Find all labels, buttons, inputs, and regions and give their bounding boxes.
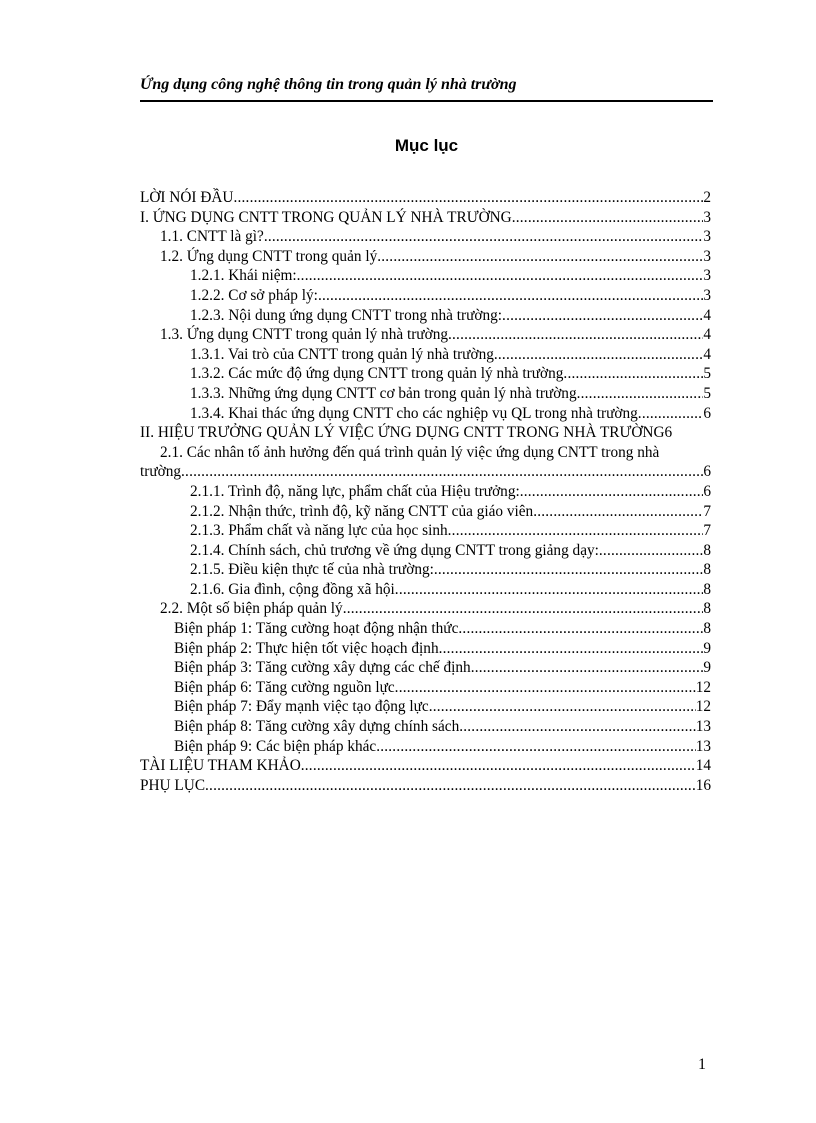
toc-entry[interactable] [140,560,711,580]
dot-leader [448,325,703,345]
toc-entry-text: Biện pháp 3: Tăng cường xây dựng các chế định [174,659,471,677]
toc-entry-text: 2.1.2. Nhận thức, trình độ, kỹ năng CNTT của giáo viên [190,502,534,520]
toc-page-number: 3 [703,228,711,246]
toc-entry[interactable] [140,325,711,345]
page-number: 1 [698,1056,706,1073]
dot-leader [376,737,696,757]
toc-page-number: 9 [703,659,711,677]
dot-leader [301,756,696,776]
toc-entry[interactable] [140,345,711,365]
toc-entry-text: I. ỨNG DỤNG CNTT TRONG QUẢN LÝ NHÀ TRƯỜNG [140,208,512,226]
toc-page-number: 5 [703,384,711,402]
toc-entry-text: 2.1.4. Chính sách, chủ trương về ứng dụng CNTT trong giảng dạy: [190,541,599,559]
toc-page-number: 8 [703,600,711,618]
toc-entry[interactable] [140,521,711,541]
toc-entry[interactable] [140,599,711,619]
dot-leader [448,521,704,541]
toc-entry-text: 1.1. CNTT là gì? [160,228,264,246]
toc-entry-text: 1.3. Ứng dụng CNTT trong quản lý nhà trường [160,326,448,344]
toc-entry-text[interactable]: 2.1. Các nhân tố ảnh hưởng đến quá trình quản lý việc ứng dụng CNTT trong nhà [160,443,660,461]
toc-page-number: 8 [703,561,711,579]
dot-leader [264,227,704,247]
toc-entry-text: Biện pháp 6: Tăng cường nguồn lực [174,678,395,696]
toc-page-number: 16 [695,776,711,794]
toc-entry-text: 1.3.4. Khai thác ứng dụng CNTT cho các nghiệp vụ QL trong nhà trường [190,404,638,422]
toc-page-number: 2 [703,189,711,206]
toc-page-number: 5 [703,365,711,383]
toc-entry[interactable] [140,266,711,286]
toc-entry-text: 1.2.2. Cơ sở pháp lý: [190,286,318,304]
toc-page-number: 4 [703,345,711,363]
dot-leader [599,541,703,561]
toc-entry-text: Biện pháp 2: Thực hiện tốt việc hoạch định [174,639,439,657]
toc-entry[interactable] [140,737,711,757]
dot-leader [577,384,704,404]
dot-leader [343,599,704,619]
toc-entry-continuation: trường [140,463,182,481]
toc-entry[interactable] [140,717,711,737]
toc-page-number: 4 [703,306,711,324]
toc-entry[interactable] [140,306,711,326]
toc-entry[interactable] [140,776,711,796]
dot-leader [439,639,704,659]
toc-page-number: 6 [664,424,673,442]
running-header: Ứng dụng công nghệ thông tin trong quản lý nhà trường [140,76,517,93]
dot-leader [458,619,703,639]
toc-entry-text: 1.3.2. Các mức độ ứng dụng CNTT trong quản lý nhà trường [190,365,564,383]
toc-entry-text: 1.3.3. Những ứng dụng CNTT cơ bản trong quản lý nhà trường [190,384,577,402]
toc-entry[interactable] [140,697,711,717]
dot-leader [638,404,704,424]
toc-entry[interactable] [140,541,711,561]
toc-page-number: 12 [695,698,711,716]
toc-entry[interactable] [140,462,711,482]
table-of-contents [140,188,711,795]
toc-entry-text: TÀI LIỆU THAM KHẢO [140,757,301,775]
toc-entry-text: Biện pháp 9: Các biện pháp khác [174,737,377,755]
toc-page-number: 3 [703,247,711,265]
toc-entry-text: II. HIỆU TRƯỞNG QUẢN LÝ VIỆC ỨNG DỤNG CNTT TRONG NHÀ TRƯỜNG [140,424,665,442]
dot-leader [429,697,696,717]
toc-entry-text: 2.2. Một số biện pháp quản lý [160,600,343,618]
toc-entry-text: 2.1.5. Điều kiện thực tế của nhà trường: [190,561,434,579]
dot-leader [395,580,704,600]
toc-entry[interactable] [140,619,711,639]
toc-entry-text: 1.2.1. Khái niệm: [190,267,297,285]
toc-page-number: 6 [703,482,711,500]
toc-entry[interactable] [140,247,711,267]
toc-entry[interactable] [140,678,711,698]
toc-page-number: 9 [703,639,711,657]
toc-entry[interactable] [140,639,711,659]
dot-leader [205,776,696,796]
dot-leader [563,364,703,384]
dot-leader [181,462,703,482]
toc-page-number: 12 [695,678,711,696]
toc-page-number: 13 [695,718,711,736]
dot-leader [533,502,703,522]
dot-leader [512,208,704,228]
toc-entry[interactable] [140,404,711,424]
toc-page-number: 6 [703,404,711,422]
header-rule [140,100,713,102]
toc-entry[interactable] [140,423,711,443]
toc-entry-text: 1.2.3. Nội dung ứng dụng CNTT trong nhà trường: [190,306,503,324]
toc-page-number: 13 [695,737,711,755]
dot-leader [471,658,704,678]
dot-leader [502,306,703,326]
dot-leader [434,560,703,580]
toc-entry-text: 2.1.6. Gia đình, cộng đồng xã hội [190,580,395,598]
dot-leader [377,247,703,267]
dot-leader [494,345,703,365]
dot-leader [297,266,704,286]
toc-entry[interactable] [140,482,711,502]
toc-entry-text: 2.1.3. Phẩm chất và năng lực của học sinh [190,522,448,540]
dot-leader [520,482,704,502]
toc-entry[interactable] [140,227,711,247]
toc-entry[interactable] [140,286,711,306]
dot-leader [459,717,695,737]
toc-entry-text: LỜI NÓI ĐẦU [140,189,234,206]
toc-page-number: 8 [703,541,711,559]
toc-entry[interactable] [140,384,711,404]
toc-title: Mục lục [394,136,459,155]
toc-entry-text: 2.1.1. Trình độ, năng lực, phẩm chất của Hiệu trưởng: [190,482,520,500]
toc-entry[interactable] [140,756,711,776]
toc-entry[interactable] [140,208,711,228]
dot-leader [233,188,703,208]
dot-leader [318,286,703,306]
toc-page-number: 7 [703,522,711,540]
toc-entry[interactable] [140,502,711,522]
toc-page-number: 3 [703,267,711,285]
toc-page-number: 14 [695,757,711,775]
toc-page-number: 8 [703,580,711,598]
toc-entry-text: Biện pháp 7: Đẩy mạnh việc tạo động lực [174,698,429,716]
toc-entry-text: PHỤ LỤC [140,776,206,794]
toc-entry[interactable] [140,580,711,600]
toc-page-number: 4 [703,326,711,344]
toc-page-number: 3 [703,208,711,226]
toc-entry-text: Biện pháp 1: Tăng cường hoạt động nhận thức [174,620,459,638]
toc-page-number: 6 [703,463,711,481]
toc-entry[interactable] [140,658,711,678]
toc-page-number: 3 [703,286,711,304]
toc-page-number: 7 [703,502,711,520]
toc-page-number: 8 [703,620,711,638]
toc-entry[interactable] [140,364,711,384]
toc-entry-text: 1.3.1. Vai trò của CNTT trong quản lý nhà trường [190,345,494,363]
toc-entry-text: Biện pháp 8: Tăng cường xây dựng chính sách [174,718,460,736]
dot-leader [395,678,696,698]
toc-entry[interactable] [140,188,711,208]
toc-entry-text: 1.2. Ứng dụng CNTT trong quản lý [160,247,378,265]
